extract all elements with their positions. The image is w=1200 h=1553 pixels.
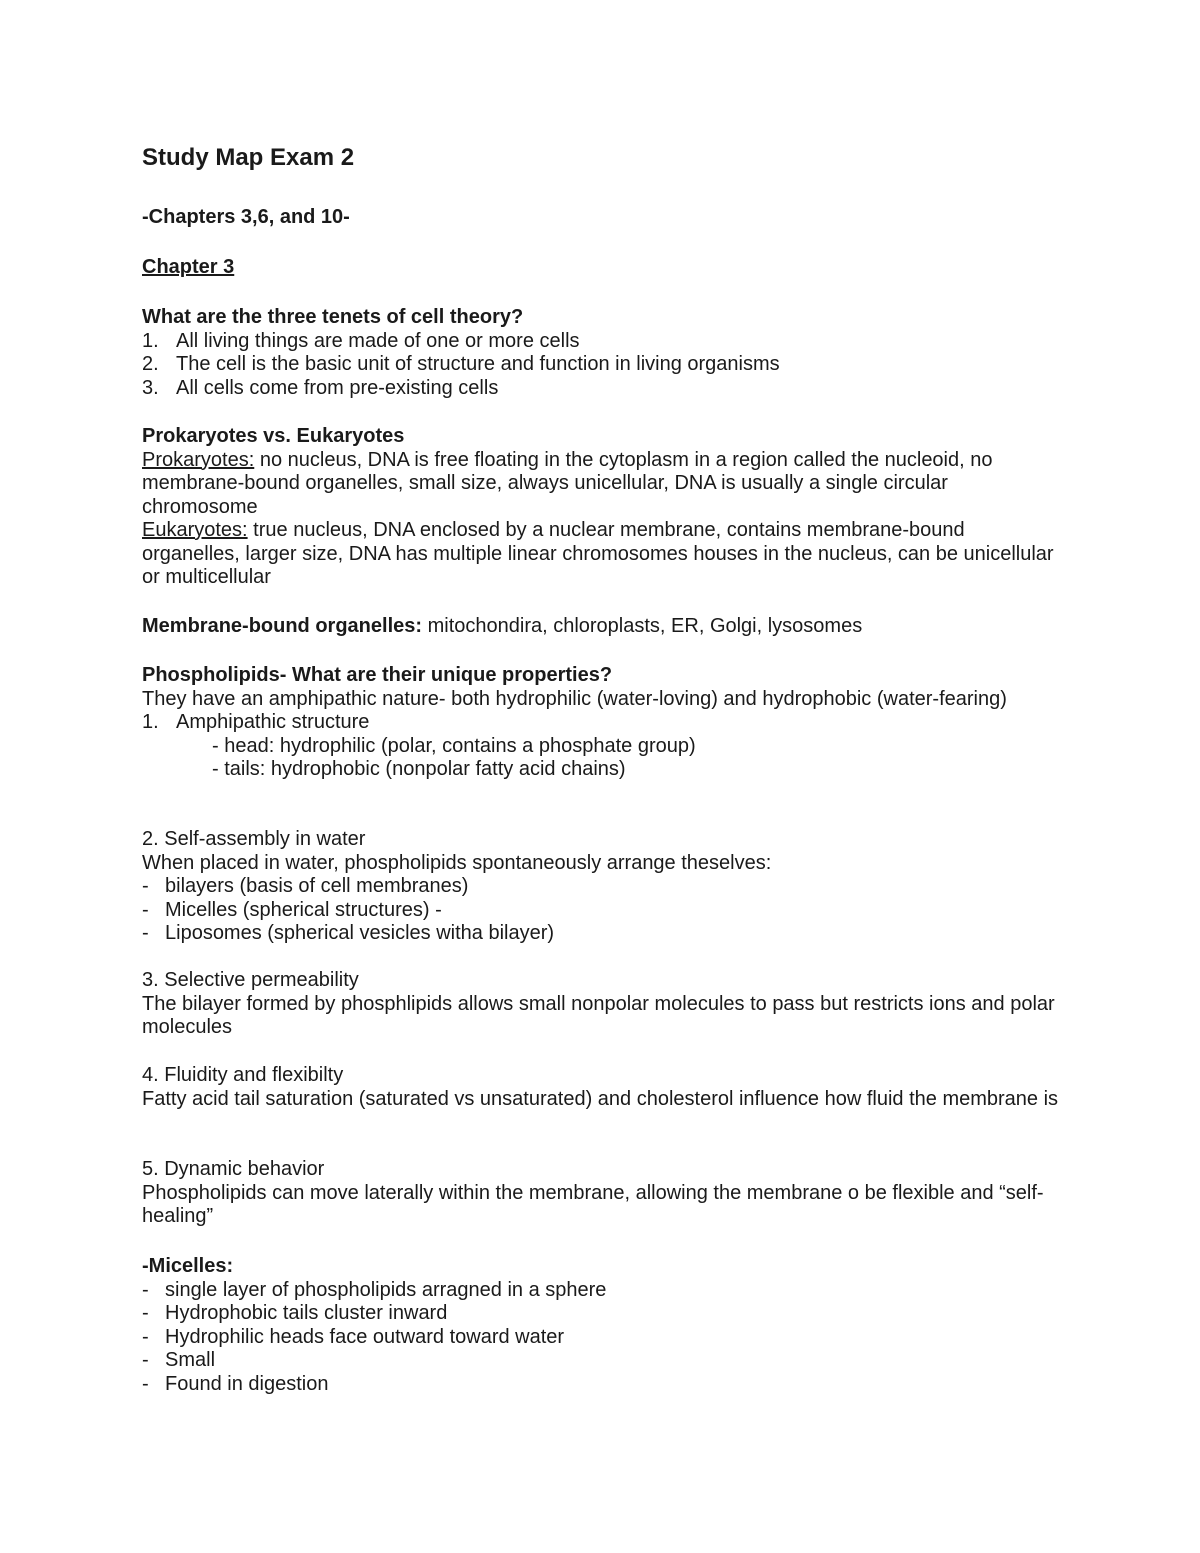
list-text: All living things are made of one or more cells	[176, 329, 580, 352]
self-assembly-section	[142, 828, 1062, 946]
organelles-label: Membrane-bound organelles:	[142, 615, 423, 637]
cell-theory-heading: What are the three tenets of cell theory?	[142, 306, 524, 328]
property-text: Phospholipids can move laterally within the membrane, allowing the membrane o be flexible and “self-healing”	[142, 1181, 1044, 1227]
property-title: 5. Dynamic behavior	[142, 1158, 325, 1180]
pro-eu-heading: Prokaryotes vs. Eukaryotes	[142, 425, 405, 447]
property-text: Fatty acid tail saturation (saturated vs unsaturated) and cholesterol influence how fluid the membrane is	[142, 1087, 1059, 1110]
list-text: Found in digestion	[165, 1372, 329, 1395]
prokaryotes-paragraph	[142, 449, 1062, 520]
document-title: Study Map Exam 2	[142, 144, 355, 171]
prokaryotes-eukaryotes-section	[142, 425, 1062, 590]
property-text: The bilayer formed by phosphlipids allows small nonpolar molecules to pass but restricts ions and polar molecules	[142, 992, 1055, 1038]
list-item	[142, 711, 1062, 735]
list-number: 3.	[142, 376, 159, 399]
bullet-dash: -	[142, 1302, 149, 1324]
prokaryotes-label: Prokaryotes:	[142, 448, 255, 471]
bullet-dash: -	[142, 1278, 149, 1301]
document-subtitle: -Chapters 3,6, and 10-	[142, 206, 350, 228]
list-item	[142, 353, 1062, 377]
bullet-dash: -	[142, 875, 149, 897]
list-number: 1.	[142, 711, 159, 733]
list-item	[142, 1373, 1062, 1397]
list-text: The cell is the basic unit of structure and function in living organisms	[176, 353, 780, 375]
cell-theory-section	[142, 306, 1062, 400]
property-title: 3. Selective permeability	[142, 969, 359, 991]
phospholipids-intro: They have an amphipathic nature- both hydrophilic (water-loving) and hydrophobic (water-fearing)	[142, 687, 1007, 710]
organelles-line	[142, 615, 1062, 639]
list-item	[142, 1302, 1062, 1326]
list-text: Amphipathic structure	[176, 711, 370, 733]
phospholipids-heading: Phospholipids- What are their unique properties?	[142, 664, 613, 686]
bullet-dash: -	[142, 922, 149, 944]
list-item	[142, 330, 1062, 354]
list-number: 2.	[142, 353, 159, 375]
eukaryotes-text: true nucleus, DNA enclosed by a nuclear membrane, contains membrane-bound organelles, larger size, DNA has multiple linear chromosomes houses in the nucleus, can be unicellular or multicellular	[142, 519, 1054, 588]
organelles-text: mitochondira, chloroplasts, ER, Golgi, lysosomes	[427, 615, 863, 637]
list-text: Micelles (spherical structures) -	[165, 898, 442, 921]
property-title: 2. Self-assembly in water	[142, 828, 366, 850]
bullet-dash: -	[142, 898, 149, 921]
list-text: bilayers (basis of cell membranes)	[165, 875, 469, 897]
prokaryotes-text: no nucleus, DNA is free floating in the cytoplasm in a region called the nucleoid, no membrane-bound organelles, small size, always unicellular, DNA is usually a single circular chromosome	[142, 448, 993, 518]
list-item	[142, 1349, 1062, 1373]
list-text: Hydrophobic tails cluster inward	[165, 1302, 448, 1324]
phospholipids-section	[142, 664, 1062, 782]
chapter-heading: Chapter 3	[142, 256, 235, 278]
bullet-dash: -	[142, 1325, 149, 1348]
micelles-heading: -Micelles:	[142, 1255, 234, 1277]
dynamic-behavior-section	[142, 1158, 1062, 1229]
list-item	[142, 899, 1062, 923]
list-text: Liposomes (spherical vesicles witha bilayer)	[165, 922, 555, 944]
list-item	[142, 377, 1062, 401]
list-text: single layer of phospholipids arragned in a sphere	[165, 1278, 607, 1301]
eukaryotes-paragraph	[142, 519, 1062, 590]
list-text: Hydrophilic heads face outward toward water	[165, 1325, 565, 1348]
list-item	[142, 1326, 1062, 1350]
organelles-section	[142, 615, 1062, 639]
property-title: 4. Fluidity and flexibilty	[142, 1064, 344, 1086]
bullet-dash: -	[142, 1349, 149, 1371]
bullet-dash: -	[142, 1372, 149, 1395]
permeability-section	[142, 969, 1062, 1040]
list-text: All cells come from pre-existing cells	[176, 376, 499, 399]
list-item	[142, 1279, 1062, 1303]
micelles-section	[142, 1255, 1062, 1396]
list-item	[142, 922, 1062, 946]
sub-item: - head: hydrophilic (polar, contains a phosphate group)	[212, 734, 696, 757]
eukaryotes-label: Eukaryotes:	[142, 519, 248, 541]
fluidity-section	[142, 1064, 1062, 1111]
list-text: Small	[165, 1349, 216, 1371]
list-number: 1.	[142, 329, 159, 352]
list-item	[142, 875, 1062, 899]
property-text: When placed in water, phospholipids spontaneously arrange theselves:	[142, 851, 772, 874]
sub-item: - tails: hydrophobic (nonpolar fatty acid chains)	[212, 758, 626, 780]
